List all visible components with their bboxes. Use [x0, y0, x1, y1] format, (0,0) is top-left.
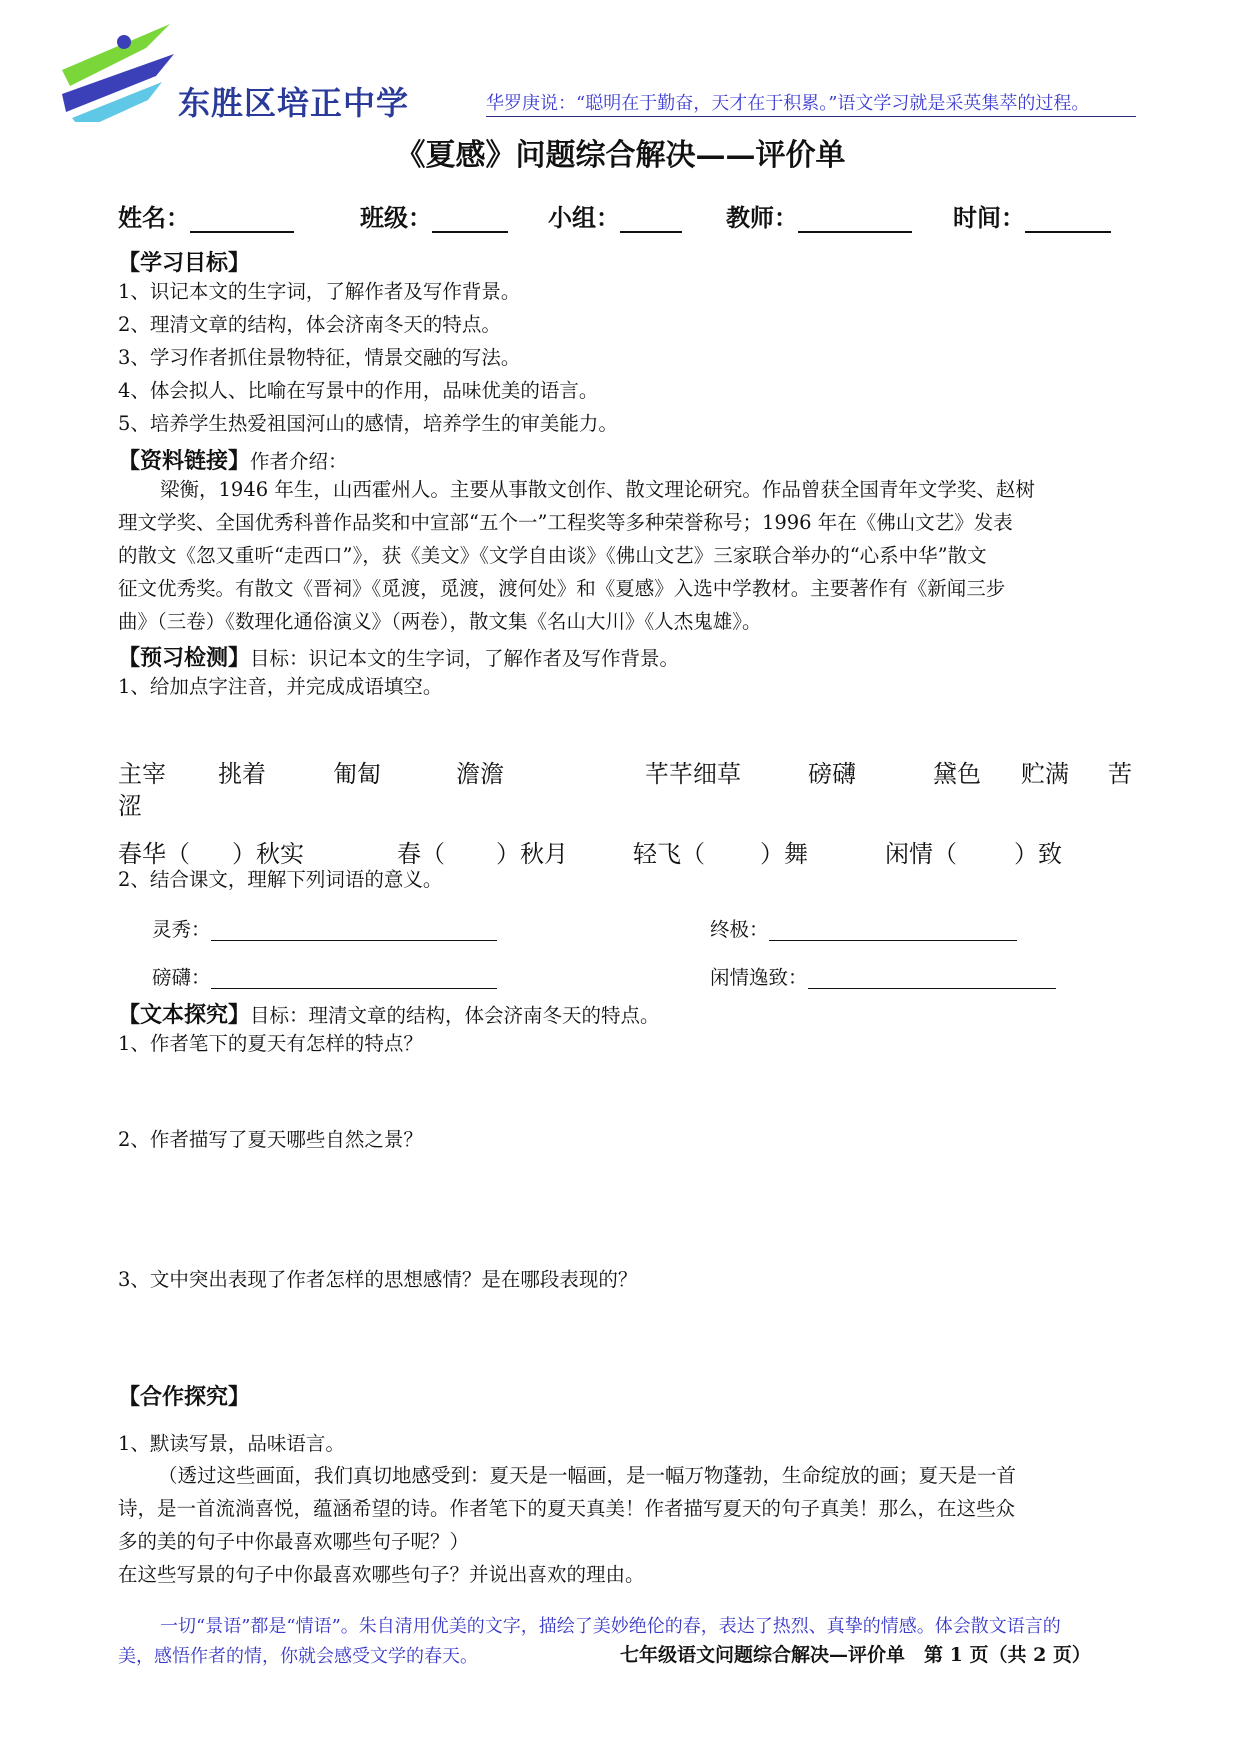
term-xianqing — [710, 966, 1056, 989]
preview-question-1: 1、给加点字注音，并完成成语填空。 — [118, 675, 443, 698]
author-bio-line: 曲》（三卷）《数理化通俗演义》（两卷），散文集《名山大川》《人杰鬼雄》。 — [118, 610, 762, 633]
idiom-part: 春华（ — [118, 840, 190, 868]
term-pangbo — [152, 966, 497, 989]
coop-paragraph-line: （透过这些画面，我们真切地感受到：夏天是一幅画，是一幅万物蓬勃，生命绽放的画；夏天是一首 — [158, 1464, 1017, 1487]
page-title: 《夏感》问题综合解决——评价单 — [395, 138, 846, 173]
term-label: 终极： — [710, 918, 769, 941]
term-label: 闲情逸致： — [710, 966, 808, 989]
goal-item: 1、识记本文的生字词，了解作者及写作背景。 — [118, 280, 521, 303]
coop-paragraph-line: 多的美的句子中你最喜欢哪些句子呢？） — [118, 1530, 470, 1553]
group-label: 小组： — [548, 203, 620, 232]
class-label: 班级： — [360, 203, 432, 232]
idiom-part: ）秋实 — [232, 840, 304, 868]
materials-heading: 【资料链接】 — [118, 448, 251, 474]
materials-section-head — [118, 444, 348, 475]
page-number: 七年级语文问题综合解决—评价单 第 1 页（共 2 页） — [620, 1644, 1091, 1666]
vocab-word: 涩 — [118, 792, 142, 820]
term-lingxiu — [152, 918, 497, 941]
explore-question-3: 3、文中突出表现了作者怎样的思想感情？是在哪段表现的？ — [118, 1268, 638, 1291]
explore-section-head — [118, 998, 660, 1029]
name-label: 姓名： — [118, 203, 190, 232]
goals-heading: 【学习目标】 — [118, 250, 251, 276]
preview-section-head — [118, 641, 679, 672]
idiom-part: 闲情（ — [885, 840, 957, 868]
answer-blank[interactable] — [211, 920, 497, 941]
term-label: 灵秀： — [152, 918, 211, 941]
teacher-blank[interactable] — [798, 209, 912, 233]
term-label: 磅礴： — [152, 966, 211, 989]
idiom-part: ）秋月 — [496, 840, 568, 868]
answer-blank[interactable] — [808, 968, 1056, 989]
time-blank[interactable] — [1025, 209, 1111, 233]
author-bio-line: 理文学奖、全国优秀科普作品奖和中宣部“五个一”工程奖等多种荣誉称号；1996 年在《佛山文艺》发表 — [118, 511, 1013, 534]
goal-item: 5、培养学生热爱祖国河山的感情，培养学生的审美能力。 — [118, 412, 618, 435]
vocab-word: 澹澹 — [456, 760, 504, 788]
vocab-word: 主宰 — [118, 760, 166, 788]
idiom-part: 轻飞（ — [633, 840, 705, 868]
school-logo — [62, 22, 192, 122]
coop-paragraph-line: 诗，是一首流淌喜悦，蕴涵希望的诗。作者笔下的夏天真美！作者描写夏天的句子真美！那么，在这些众 — [118, 1497, 1016, 1520]
explore-heading: 【文本探究】 — [118, 1002, 251, 1028]
vocab-word: 贮满 — [1021, 760, 1069, 788]
coop-question-1: 1、默读写景，品味语言。 — [118, 1432, 345, 1455]
answer-blank[interactable] — [769, 920, 1017, 941]
group-blank[interactable] — [620, 209, 682, 233]
time-label: 时间： — [953, 203, 1025, 232]
preview-heading: 【预习检测】 — [118, 645, 251, 671]
explore-question-2: 2、作者描写了夏天哪些自然之景？ — [118, 1128, 423, 1151]
goal-item: 3、学习作者抓住景物特征，情景交融的写法。 — [118, 346, 521, 369]
idiom-part: ）致 — [1014, 840, 1062, 868]
goal-item: 2、理清文章的结构，体会济南冬天的特点。 — [118, 313, 501, 336]
school-name: 东胜区培正中学 — [178, 84, 410, 122]
vocab-word: 黛色 — [933, 760, 981, 788]
class-blank[interactable] — [432, 209, 508, 233]
idiom-part: ）舞 — [760, 840, 808, 868]
explore-goal: 目标：理清文章的结构，体会济南冬天的特点。 — [250, 1004, 660, 1027]
name-blank[interactable] — [190, 209, 294, 233]
vocab-word: 芊芊细草 — [645, 760, 741, 788]
vocab-word: 苦 — [1108, 760, 1132, 788]
preview-question-2: 2、结合课文，理解下列词语的意义。 — [118, 868, 443, 891]
author-bio-line: 的散文《忽又重听“走西口”》，获《美文》《文学自由谈》《佛山文艺》三家联合举办的“心系中华”散文 — [118, 544, 987, 567]
header-divider — [486, 116, 1136, 117]
author-bio-line: 征文优秀奖。有散文《晋祠》《觅渡，觅渡，渡何处》和《夏感》入选中学教材。主要著作有《新闻三步 — [118, 577, 1006, 600]
vocab-word: 挑着 — [218, 760, 266, 788]
coop-task: 在这些写景的句子中你最喜欢哪些句子？并说出喜欢的理由。 — [118, 1563, 645, 1586]
term-zhongji — [710, 918, 1017, 941]
footer-quote-line: 一切“景语”都是“情语”。朱自清用优美的文字，描绘了美妙绝伦的春，表达了热烈、真挚的情感。体会散文语言的 — [160, 1616, 1061, 1637]
vocab-word: 匍匐 — [333, 760, 381, 788]
footer-quote-line: 美，感悟作者的情，你就会感受文学的春天。 — [118, 1646, 478, 1667]
coop-heading: 【合作探究】 — [118, 1384, 251, 1410]
preview-goal: 目标：识记本文的生字词，了解作者及写作背景。 — [250, 647, 680, 670]
explore-question-1: 1、作者笔下的夏天有怎样的特点？ — [118, 1032, 423, 1055]
idiom-part: 春（ — [397, 840, 445, 868]
goal-item: 4、体会拟人、比喻在写景中的作用，品味优美的语言。 — [118, 379, 599, 402]
teacher-label: 教师： — [726, 203, 798, 232]
vocab-word: 磅礴 — [808, 760, 856, 788]
header-motto: 华罗庚说：“聪明在于勤奋，天才在于积累。”语文学习就是采英集萃的过程。 — [486, 93, 1090, 114]
author-intro-label: 作者介绍： — [250, 450, 348, 473]
author-bio-line: 梁衡，1946 年生，山西霍州人。主要从事散文创作、散文理论研究。作品曾获全国青年文学奖、赵树 — [160, 478, 1035, 501]
student-info-row — [118, 198, 1118, 238]
answer-blank[interactable] — [211, 968, 497, 989]
